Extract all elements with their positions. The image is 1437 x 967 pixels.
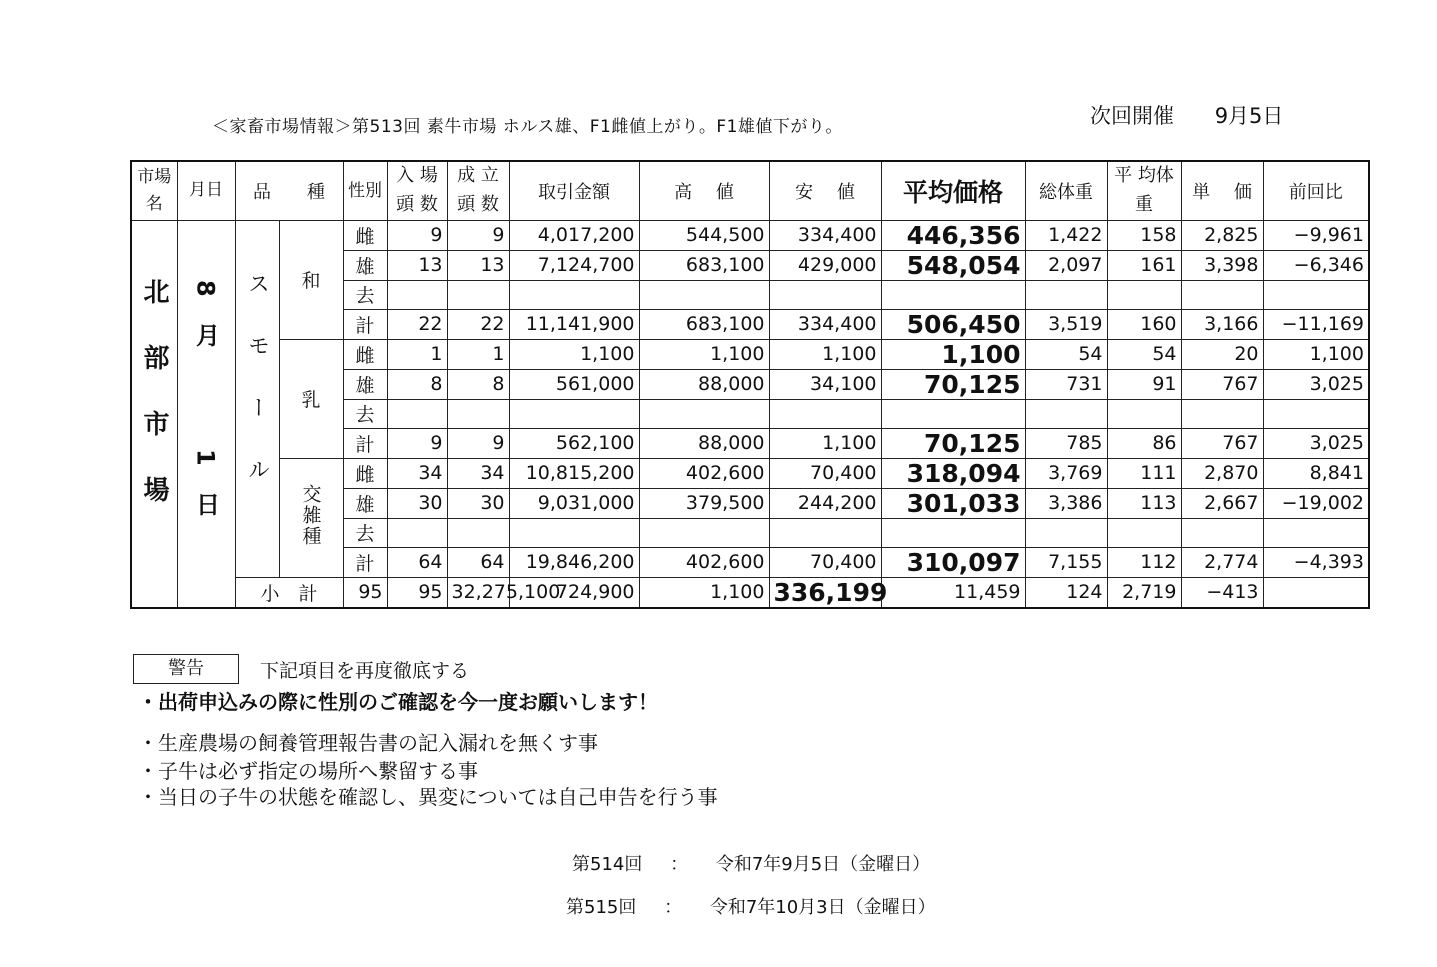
market-name-cell: [131, 220, 177, 608]
cell-avg-weight: 54: [1107, 339, 1181, 369]
cell-low: 244,200: [769, 488, 881, 518]
warning-heading: 下記項目を再度徹底する: [260, 660, 470, 682]
cell-high: [639, 518, 769, 547]
cell-unit: 2,667: [1181, 488, 1263, 518]
schedule-separator: ：: [670, 854, 689, 875]
cell-unit: 767: [1181, 428, 1263, 458]
breed-cell: [279, 220, 343, 339]
cell-entries: 64: [387, 547, 447, 577]
cell-high: 379,500: [639, 488, 769, 518]
cell-sold: 34: [447, 458, 509, 488]
cell-sold: [447, 518, 509, 547]
cell-avg-weight: 111: [1107, 458, 1181, 488]
schedule-514: [572, 850, 930, 876]
cell-amount: 561,000: [509, 369, 639, 399]
header-low: 安 値: [769, 161, 881, 220]
cell-low: 429,000: [769, 250, 881, 280]
cell-avg-weight: [1107, 399, 1181, 428]
cell-high: 402,600: [639, 458, 769, 488]
cell-amount: 4,017,200: [509, 220, 639, 250]
subtotal-high: 724,900: [509, 577, 639, 608]
cell-avg: 310,097: [881, 547, 1025, 577]
cell-total-weight: [1025, 399, 1107, 428]
cell-low: 1,100: [769, 339, 881, 369]
sex-cell: 雌: [343, 339, 387, 369]
cell-unit: [1181, 280, 1263, 309]
cell-high: 1,100: [639, 339, 769, 369]
header-high: 高 値: [639, 161, 769, 220]
cell-avg: 318,094: [881, 458, 1025, 488]
cell-unit: 2,825: [1181, 220, 1263, 250]
cell-high: 544,500: [639, 220, 769, 250]
cell-avg: 446,356: [881, 220, 1025, 250]
subtotal-low: 1,100: [639, 577, 769, 608]
cell-entries: 9: [387, 428, 447, 458]
cell-sold: [447, 280, 509, 309]
cell-total-weight: 3,519: [1025, 309, 1107, 339]
cell-sold: 1: [447, 339, 509, 369]
header-entries: 入 場頭 数: [387, 161, 447, 220]
table-row: [131, 458, 1369, 488]
header-prev: 前回比: [1263, 161, 1369, 220]
header-sold: 成 立頭 数: [447, 161, 509, 220]
cell-amount: [509, 280, 639, 309]
cell-avg: 506,450: [881, 309, 1025, 339]
cell-avg: [881, 399, 1025, 428]
subtotal-row: [131, 577, 1369, 608]
sex-cell: 去: [343, 399, 387, 428]
cell-avg: 1,100: [881, 339, 1025, 369]
cell-low: [769, 518, 881, 547]
cell-entries: [387, 399, 447, 428]
subtotal-entries: 95: [343, 577, 387, 608]
cell-prev: −4,393: [1263, 547, 1369, 577]
cell-unit: 2,870: [1181, 458, 1263, 488]
subtotal-sold: 95: [387, 577, 447, 608]
cell-total-weight: 7,155: [1025, 547, 1107, 577]
cell-sold: 64: [447, 547, 509, 577]
day-text: 1日: [191, 448, 220, 542]
cell-avg-weight: 160: [1107, 309, 1181, 339]
cell-avg: 70,125: [881, 428, 1025, 458]
breed-label: 和: [301, 270, 321, 293]
schedule-session: 第515回: [566, 897, 637, 918]
breed-cell: [279, 339, 343, 458]
cell-high: 683,100: [639, 309, 769, 339]
cell-low: 334,400: [769, 220, 881, 250]
subtotal-label: 小 計: [235, 577, 343, 608]
header-total-weight: 総体重: [1025, 161, 1107, 220]
cell-unit: 2,774: [1181, 547, 1263, 577]
cell-sold: [447, 399, 509, 428]
date-day: [182, 449, 231, 548]
cell-entries: 13: [387, 250, 447, 280]
breed-cell: [279, 458, 343, 577]
cell-sold: 8: [447, 369, 509, 399]
cell-high: [639, 280, 769, 309]
notice-item: ・子牛は必ず指定の場所へ繋留する事: [138, 759, 478, 783]
cell-unit: 3,398: [1181, 250, 1263, 280]
cell-avg: 70,125: [881, 369, 1025, 399]
category-text: スモール: [244, 271, 270, 520]
category-cell: [235, 220, 279, 577]
cell-avg: [881, 280, 1025, 309]
sex-cell: 計: [343, 309, 387, 339]
month-text: 8月: [191, 279, 220, 373]
header-unit-price: 単 価: [1181, 161, 1263, 220]
cell-entries: [387, 518, 447, 547]
cell-prev: −19,002: [1263, 488, 1369, 518]
sex-cell: 計: [343, 547, 387, 577]
cell-high: 683,100: [639, 250, 769, 280]
cell-entries: 9: [387, 220, 447, 250]
cell-entries: [387, 280, 447, 309]
sex-cell: 雄: [343, 488, 387, 518]
notice-item: ・当日の子牛の状態を確認し、異変については自己申告を行う事: [138, 785, 718, 809]
sex-cell: 雌: [343, 458, 387, 488]
cell-avg: [881, 518, 1025, 547]
cell-sold: 9: [447, 428, 509, 458]
sex-cell: 雄: [343, 369, 387, 399]
header-date: 月日: [177, 161, 235, 220]
schedule-date: 令和7年9月5日（金曜日）: [715, 854, 931, 875]
header-row: [131, 161, 1369, 220]
cell-prev: 3,025: [1263, 428, 1369, 458]
date-month: [182, 280, 231, 379]
header-breed: 品 種: [235, 161, 343, 220]
subtotal-prev: −413: [1181, 577, 1263, 608]
sex-cell: 雌: [343, 220, 387, 250]
cell-total-weight: 3,386: [1025, 488, 1107, 518]
sex-cell: 去: [343, 518, 387, 547]
cell-unit: 20: [1181, 339, 1263, 369]
cell-entries: 8: [387, 369, 447, 399]
cell-low: 34,100: [769, 369, 881, 399]
cell-total-weight: [1025, 280, 1107, 309]
cell-unit: 3,166: [1181, 309, 1263, 339]
cell-prev: [1263, 518, 1369, 547]
cell-avg-weight: 112: [1107, 547, 1181, 577]
cell-entries: 1: [387, 339, 447, 369]
header-avg-weight: 平 均体 重: [1107, 161, 1181, 220]
cell-amount: 562,100: [509, 428, 639, 458]
cell-amount: [509, 399, 639, 428]
sex-cell: 雄: [343, 250, 387, 280]
table-body: [131, 220, 1369, 608]
subtotal-avg: 336,199: [769, 577, 881, 608]
cell-unit: [1181, 518, 1263, 547]
cell-sold: 30: [447, 488, 509, 518]
cell-prev: −9,961: [1263, 220, 1369, 250]
cell-total-weight: 785: [1025, 428, 1107, 458]
sex-cell: 去: [343, 280, 387, 309]
cell-sold: 22: [447, 309, 509, 339]
cell-entries: 34: [387, 458, 447, 488]
cell-low: 70,400: [769, 458, 881, 488]
cell-avg-weight: 158: [1107, 220, 1181, 250]
cell-avg-weight: 91: [1107, 369, 1181, 399]
breed-label: 乳: [301, 389, 321, 412]
cell-amount: 1,100: [509, 339, 639, 369]
cell-total-weight: 731: [1025, 369, 1107, 399]
cell-avg: 301,033: [881, 488, 1025, 518]
subtotal-total-weight: 11,459: [881, 577, 1025, 608]
cell-unit: 767: [1181, 369, 1263, 399]
schedule-515: [566, 893, 936, 919]
cell-entries: 30: [387, 488, 447, 518]
header-amount: 取引金額: [509, 161, 639, 220]
cell-amount: 11,141,900: [509, 309, 639, 339]
cell-high: 402,600: [639, 547, 769, 577]
cell-amount: 7,124,700: [509, 250, 639, 280]
cell-amount: 19,846,200: [509, 547, 639, 577]
notice-item: ・出荷申込みの際に性別のご確認を今一度お願いします！: [138, 690, 658, 714]
cell-total-weight: [1025, 518, 1107, 547]
header-sex: 性別: [343, 161, 387, 220]
cell-total-weight: 2,097: [1025, 250, 1107, 280]
cell-avg-weight: 86: [1107, 428, 1181, 458]
header-market: 市場名: [131, 161, 177, 220]
cell-avg-weight: 161: [1107, 250, 1181, 280]
table-row: [131, 220, 1369, 250]
subtotal-avg-weight: 124: [1025, 577, 1107, 608]
schedule-session: 第514回: [572, 854, 643, 875]
cell-avg-weight: 113: [1107, 488, 1181, 518]
market-name: 北部市場: [139, 278, 169, 543]
cell-avg-weight: [1107, 280, 1181, 309]
table-row: [131, 339, 1369, 369]
schedule-date: 令和7年10月3日（金曜日）: [709, 897, 936, 918]
next-session-date: 9月5日: [1214, 104, 1284, 128]
cell-amount: [509, 518, 639, 547]
cell-total-weight: 3,769: [1025, 458, 1107, 488]
market-results-table: [130, 160, 1370, 609]
cell-prev: 1,100: [1263, 339, 1369, 369]
cell-entries: 22: [387, 309, 447, 339]
cell-unit: [1181, 399, 1263, 428]
cell-low: [769, 280, 881, 309]
cell-prev: 8,841: [1263, 458, 1369, 488]
cell-low: [769, 399, 881, 428]
cell-prev: [1263, 280, 1369, 309]
sex-cell: 計: [343, 428, 387, 458]
cell-total-weight: 54: [1025, 339, 1107, 369]
notice-item: ・生産農場の飼養管理報告書の記入漏れを無くす事: [138, 731, 598, 755]
cell-low: 1,100: [769, 428, 881, 458]
cell-amount: 10,815,200: [509, 458, 639, 488]
cell-high: [639, 399, 769, 428]
next-session-label: 次回開催: [1090, 104, 1174, 128]
cell-low: 334,400: [769, 309, 881, 339]
header-avg: 平均価格: [881, 161, 1025, 220]
report-title: ＜家畜市場情報＞第513回 素牛市場 ホルス雄、F1雌値上がり。F1雄値下がり。: [212, 117, 843, 137]
next-session: [1090, 100, 1283, 130]
cell-high: 88,000: [639, 428, 769, 458]
subtotal-unit: 2,719: [1107, 577, 1181, 608]
date-cell: [177, 220, 235, 608]
cell-avg-weight: [1107, 518, 1181, 547]
cell-total-weight: 1,422: [1025, 220, 1107, 250]
schedule-separator: ：: [664, 897, 683, 918]
cell-high: 88,000: [639, 369, 769, 399]
breed-label: 交雑種: [299, 483, 322, 547]
warning-badge: 警告: [133, 654, 239, 684]
subtotal-amount: 32,275,100: [447, 577, 509, 608]
cell-sold: 13: [447, 250, 509, 280]
cell-prev: −6,346: [1263, 250, 1369, 280]
cell-sold: 9: [447, 220, 509, 250]
cell-avg: 548,054: [881, 250, 1025, 280]
cell-prev: −11,169: [1263, 309, 1369, 339]
cell-low: 70,400: [769, 547, 881, 577]
cell-amount: 9,031,000: [509, 488, 639, 518]
cell-prev: [1263, 399, 1369, 428]
cell-prev: 3,025: [1263, 369, 1369, 399]
